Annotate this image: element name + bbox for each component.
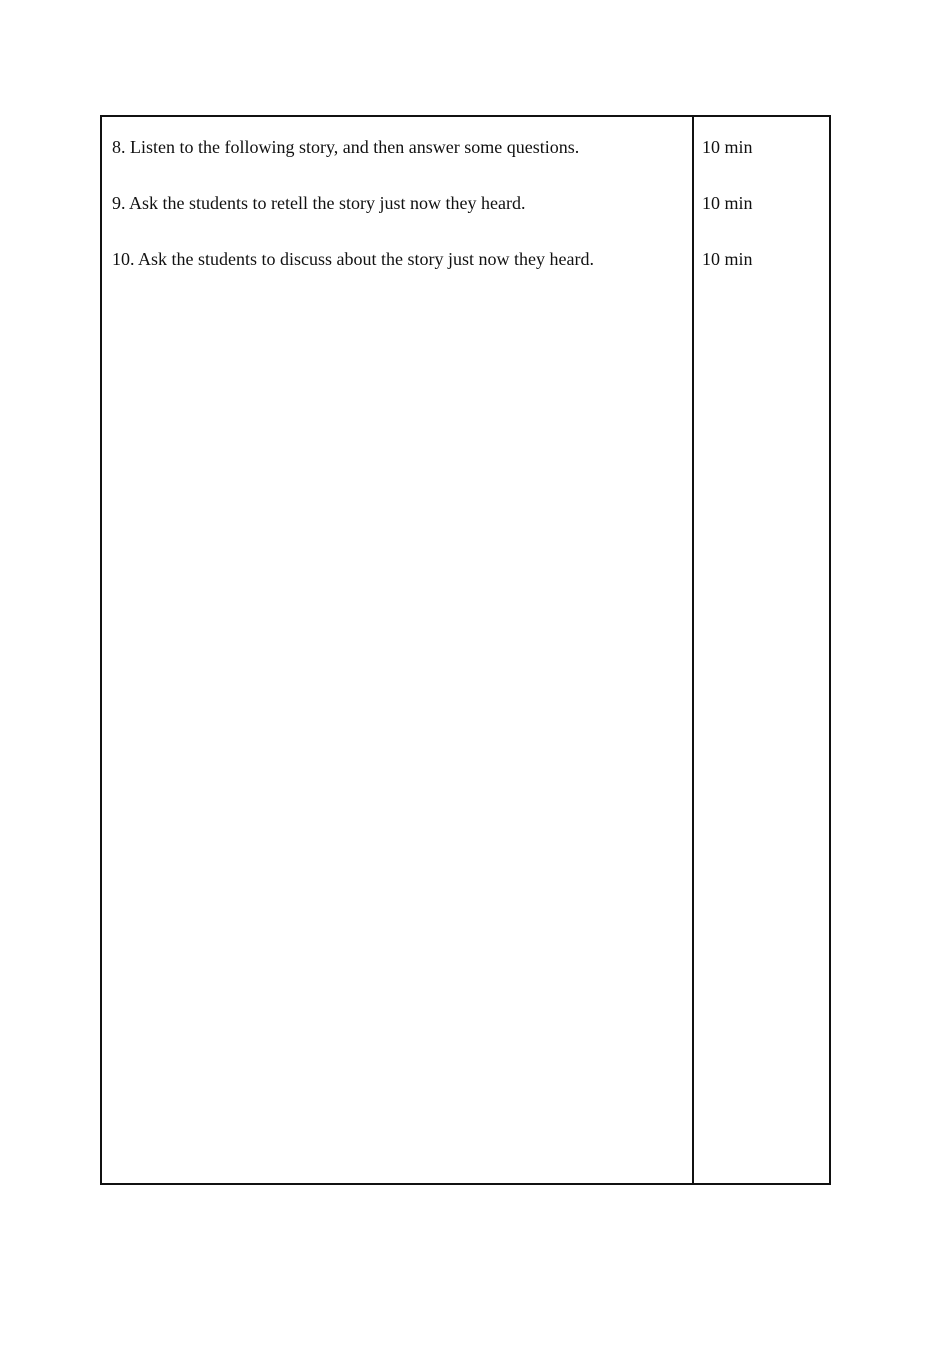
step-text: 9. Ask the students to retell the story just now they heard. [112,193,526,213]
step-text: 8. Listen to the following story, and then answer some questions. [112,137,580,157]
lesson-plan-table [100,115,831,1185]
column-divider [692,117,694,1183]
step-time: 10 min [702,249,753,269]
step-time: 10 min [702,137,753,157]
step-time: 10 min [702,193,753,213]
step-text: 10. Ask the students to discuss about the story just now they heard. [112,249,594,269]
